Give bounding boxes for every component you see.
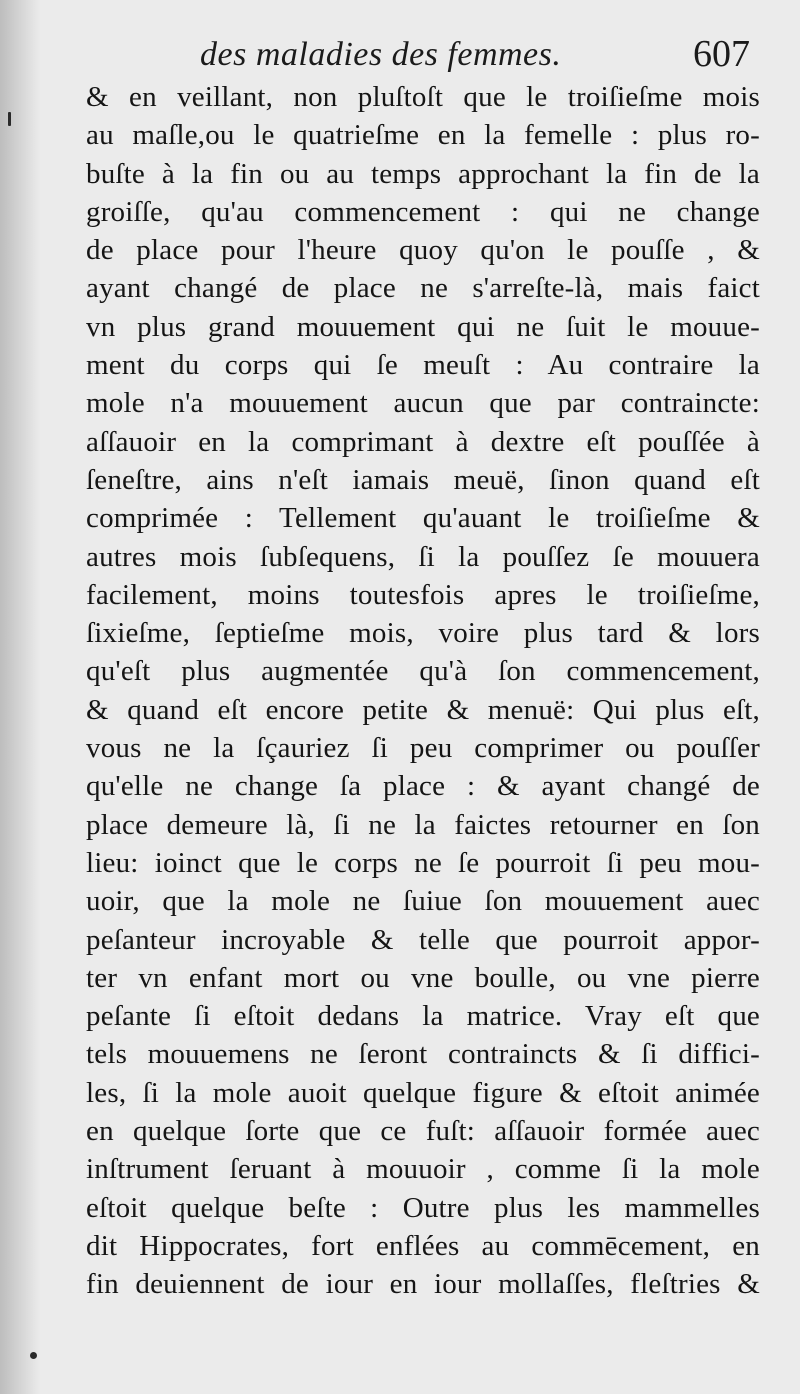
text-line: fin deuiennent de iour en iour mollaſſes, fleſtries & (86, 1268, 760, 1301)
text-line: inſtrument ſeruant à mouuoir , comme ſi la mole (86, 1153, 760, 1186)
running-title: des maladies des femmes. (200, 36, 562, 73)
text-line: peſante ſi eſtoit dedans la matrice. Vray eſt que (86, 1000, 760, 1033)
text-line: facilement, moins toutesfois apres le troiſieſme, (86, 578, 760, 611)
text-line: ſeneſtre, ains n'eſt iamais meuë, ſinon quand eſt (86, 463, 760, 496)
ink-speck (30, 1352, 37, 1359)
page-edge-shadow (0, 0, 40, 1394)
text-line: buſte à la fin ou au temps approchant la fin de la (86, 157, 760, 190)
page-number: 607 (693, 33, 750, 75)
ink-speck (8, 112, 11, 126)
text-line: tels mouuemens ne ſeront contraincts & ſi diffici- (86, 1038, 760, 1071)
text-line: lieu: ioinct que le corps ne ſe pourroit ſi peu mou- (86, 846, 760, 879)
text-line: autres mois ſubſequens, ſi la pouſſez ſe mouuera (86, 540, 760, 573)
text-line: ſixieſme, ſeptieſme mois, voire plus tard & lors (86, 617, 760, 650)
text-line: qu'eſt plus augmentée qu'à ſon commencement, (86, 655, 760, 688)
text-line: place demeure là, ſi ne la faictes retourner en ſon (86, 808, 760, 841)
text-line: ayant changé de place ne s'arreſte-là, mais faict (86, 272, 760, 305)
page-header (200, 28, 760, 78)
text-line: ter vn enfant mort ou vne boulle, ou vne pierre (86, 961, 760, 994)
text-line: & en veillant, non pluſtoſt que le troiſieſme mois (86, 81, 760, 113)
text-line: de place pour l'heure quoy qu'on le pouſſe , & (86, 234, 760, 267)
text-line: mole n'a mouuement aucun que par contraincte: (86, 387, 760, 420)
text-line: eſtoit quelque beſte : Outre plus les mammelles (86, 1191, 760, 1224)
text-line: ment du corps qui ſe meuſt : Au contraire la (86, 349, 760, 382)
body-text (86, 78, 760, 1304)
text-line: & quand eſt encore petite & menuë: Qui plus eſt, (86, 693, 760, 726)
text-line: peſanteur incroyable & telle que pourroit appor- (86, 923, 760, 956)
text-line: vn plus grand mouuement qui ne ſuit le mouue- (86, 310, 760, 343)
text-line: les, ſi la mole auoit quelque figure & eſtoit animée (86, 1076, 760, 1109)
text-line: vous ne la ſçauriez ſi peu comprimer ou pouſſer (86, 732, 760, 765)
text-line: aſſauoir en la comprimant à dextre eſt pouſſée à (86, 425, 760, 458)
text-line: en quelque ſorte que ce fuſt: aſſauoir formée auec (86, 1115, 760, 1148)
text-line: uoir, que la mole ne ſuiue ſon mouuement auec (86, 885, 760, 918)
text-line: qu'elle ne change ſa place : & ayant changé de (86, 770, 760, 803)
text-line: dit Hippocrates, fort enflées au commēcement, en (86, 1229, 760, 1262)
text-line: au maſle,ou le quatrieſme en la femelle : plus ro- (86, 119, 760, 152)
text-line: groiſſe, qu'au commencement : qui ne change (86, 195, 760, 228)
text-line: comprimée : Tellement qu'auant le troiſieſme & (86, 502, 760, 535)
